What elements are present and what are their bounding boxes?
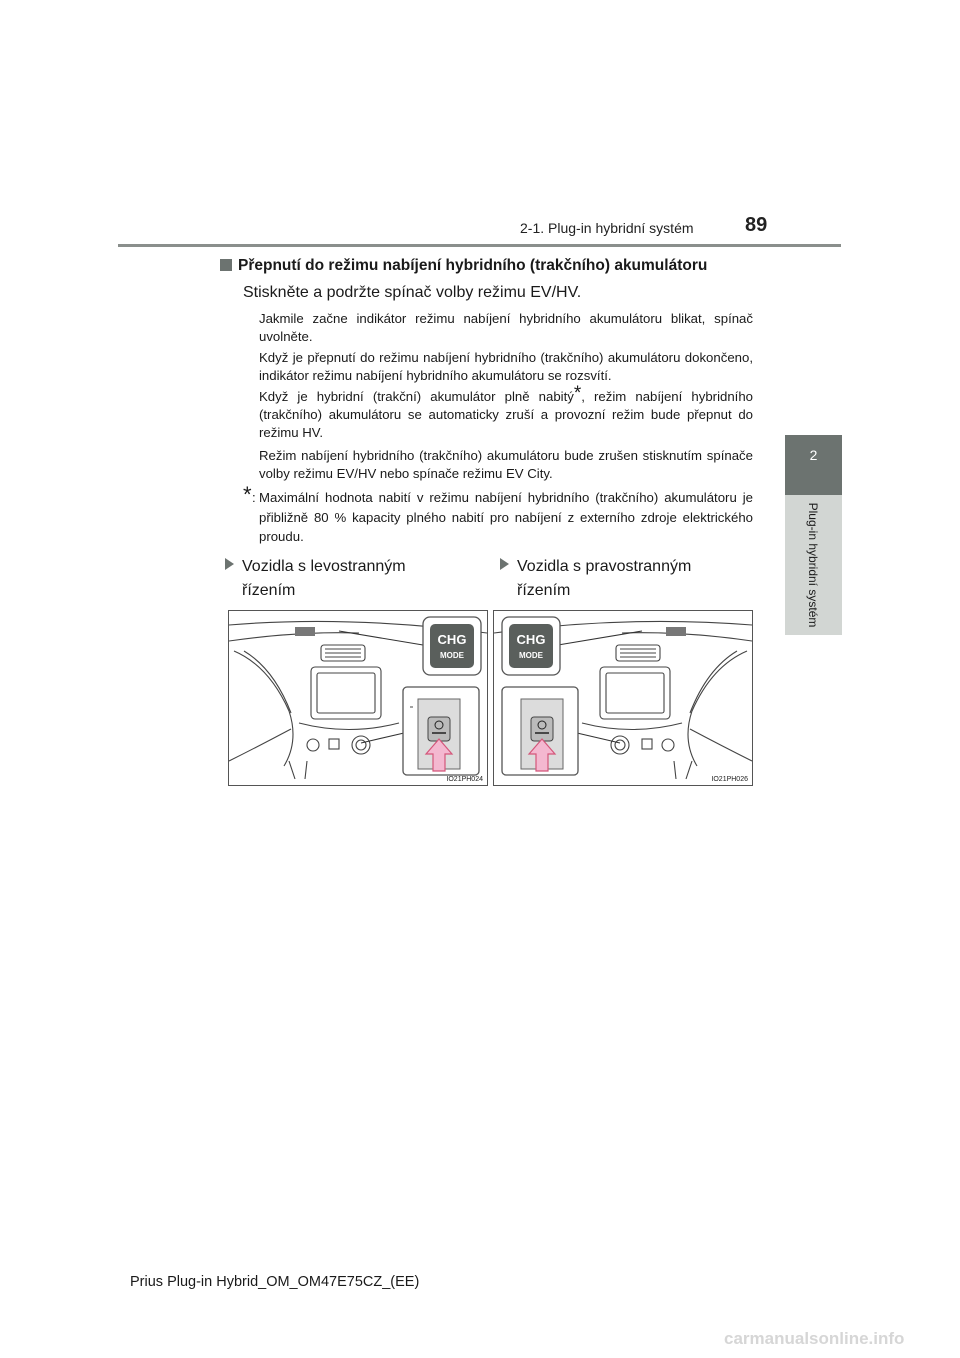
figure-code: IO21PH026 [711, 776, 748, 783]
chg-mode-button-bottom: MODE [440, 651, 464, 660]
footnote-reference: * [573, 383, 582, 404]
square-bullet-icon [220, 259, 232, 271]
footnote-text: Maximální hodnota nabití v režimu nabíjení hybridního (trakčního) akumulátoru je přibližně 80 % kapacity plného nabití pro nabíjení z externího zdroje elektrického proudu. [259, 490, 753, 544]
dashboard-illustration [494, 611, 752, 785]
caption-left-line1: Vozidla s levostranným [242, 558, 406, 575]
figure-code: IO21PH024 [446, 776, 483, 783]
figure-right-hand-drive [493, 610, 753, 786]
caption-left-hand-drive [225, 555, 406, 603]
chapter-tab-label: Plug-in hybridní systém [806, 502, 820, 628]
section-heading [220, 257, 707, 275]
chg-mode-button-bottom: MODE [519, 651, 543, 660]
caption-right-line1: Vozidla s pravostranným [517, 558, 692, 575]
triangle-bullet-icon [225, 558, 234, 570]
chg-mode-button-top: CHG [516, 632, 546, 647]
document-id: Prius Plug-in Hybrid_OM_OM47E75CZ_(EE) [130, 1274, 420, 1290]
paragraph-mode-cancel: Režim nabíjení hybridního (trakčního) akumulátoru bude zrušen stisknutím spínače volby režimu EV/HV nebo spínače režimu EV City. [259, 448, 753, 481]
caption-right-hand-drive [500, 555, 691, 603]
caption-right-line2: řízením [517, 582, 571, 599]
paragraph-release-switch: Jakmile začne indikátor režimu nabíjení hybridního akumulátoru blikat, spínač uvolněte. [259, 311, 753, 344]
section-heading-text: Přepnutí do režimu nabíjení hybridního (trakčního) akumulátoru [238, 257, 708, 274]
footnote-marker: * [243, 482, 252, 507]
triangle-bullet-icon [500, 558, 509, 570]
paragraph-mode-complete: Když je přepnutí do režimu nabíjení hybridního (trakčního) akumulátoru dokončeno, indikátor režimu nabíjení hybridního akumulátoru se rozsvítí. [259, 350, 753, 383]
figure-left-hand-drive [228, 610, 488, 786]
instruction-step: Stiskněte a podržte spínač volby režimu EV/HV. [243, 284, 582, 301]
watermark: carmanualsonline.info [724, 1329, 905, 1348]
page-number: 89 [745, 214, 768, 236]
header-divider [118, 244, 841, 247]
paragraph-full-charge-end: , režim nabíjení hybridního (trakčního) akumulátoru se automaticky zruší a provozní režim bude přepnut do režimu HV. [259, 389, 753, 440]
paragraph-full-charge-start: Když je hybridní (trakční) akumulátor plně nabitý [259, 389, 574, 404]
footnote-separator: : [252, 490, 256, 505]
caption-left-line2: řízením [242, 582, 296, 599]
footnote [243, 482, 753, 547]
dashboard-illustration [229, 611, 487, 785]
chapter-tab-number: 2 [809, 447, 818, 463]
chg-mode-button-top: CHG [437, 632, 467, 647]
paragraph-full-charge [259, 383, 753, 442]
chapter-tab [785, 435, 842, 495]
section-title: 2-1. Plug-in hybridní systém [520, 220, 694, 236]
